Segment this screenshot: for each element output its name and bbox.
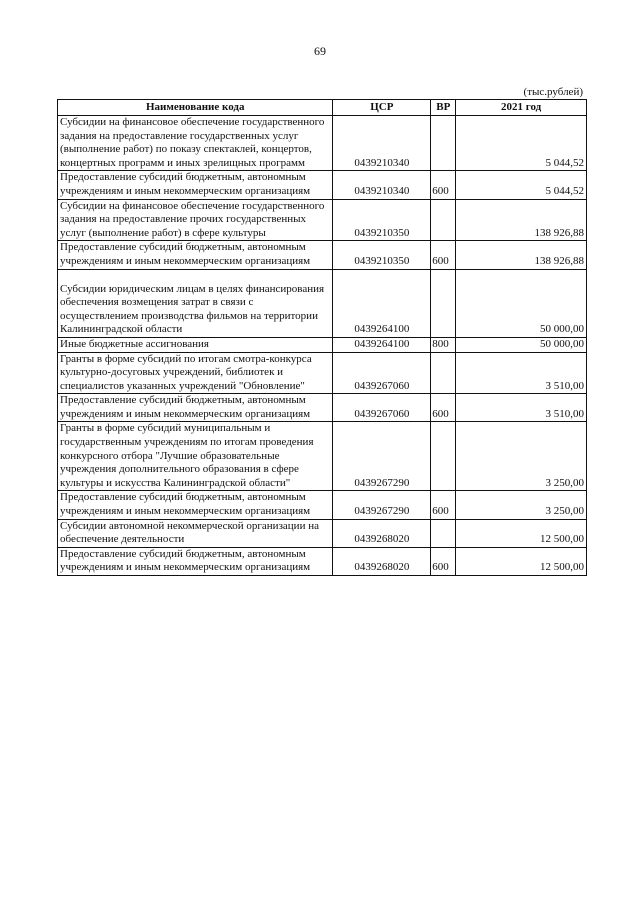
row-name: Субсидии на финансовое обеспечение государственного задания на предоставление государственных услуг (выполнение работ) по показу спектаклей, концертов, концертных программ и иных зрелищных программ	[58, 116, 333, 171]
table-row	[58, 337, 587, 352]
row-csr: 0439264100	[333, 269, 431, 337]
table-row	[58, 352, 587, 394]
row-amount: 50 000,00	[456, 269, 587, 337]
row-vr	[431, 422, 456, 491]
table-row	[58, 116, 587, 171]
page-number: 69	[314, 44, 326, 58]
table-row	[58, 269, 587, 337]
row-vr: 600	[431, 241, 456, 269]
row-amount: 3 510,00	[456, 352, 587, 394]
row-vr: 800	[431, 337, 456, 352]
row-name: Гранты в форме субсидий муниципальным и государственным учреждениям по итогам проведения конкурсного отбора "Лучшие образовательные учреждения дополнительного образования в сфере культуры и искусства Калининградской области"	[58, 422, 333, 491]
row-csr: 0439267060	[333, 352, 431, 394]
row-csr: 0439264100	[333, 337, 431, 352]
table-row	[58, 241, 587, 269]
header-name: Наименование кода	[58, 100, 333, 116]
header-csr: ЦСР	[333, 100, 431, 116]
units-label: (тыс.рублей)	[523, 86, 583, 98]
row-csr: 0439267290	[333, 422, 431, 491]
row-amount: 138 926,88	[456, 241, 587, 269]
table-row	[58, 422, 587, 491]
row-amount: 3 510,00	[456, 394, 587, 422]
table-row	[58, 491, 587, 519]
row-csr: 0439268020	[333, 519, 431, 547]
row-amount: 5 044,52	[456, 116, 587, 171]
row-name: Предоставление субсидий бюджетным, автономным учреждениям и иным некоммерческим организациям	[58, 491, 333, 519]
row-vr	[431, 199, 456, 241]
row-name: Гранты в форме субсидий по итогам смотра-конкурса культурно-досуговых учреждений, библиотек и специалистов указанных учреждений "Обновление"	[58, 352, 333, 394]
table-row	[58, 547, 587, 575]
row-csr: 0439210350	[333, 241, 431, 269]
header-amount: 2021 год	[456, 100, 587, 116]
row-name: Предоставление субсидий бюджетным, автономным учреждениям и иным некоммерческим организациям	[58, 171, 333, 199]
row-vr: 600	[431, 171, 456, 199]
table-header-row	[58, 100, 587, 116]
row-vr	[431, 116, 456, 171]
table-row	[58, 519, 587, 547]
row-vr: 600	[431, 547, 456, 575]
header-vr: ВР	[431, 100, 456, 116]
row-name: Субсидии на финансовое обеспечение государственного задания на предоставление прочих государственных услуг (выполнение работ) в сфере культуры	[58, 199, 333, 241]
row-name: Субсидии автономной некоммерческой организации на обеспечение деятельности	[58, 519, 333, 547]
budget-table	[57, 99, 587, 576]
row-vr	[431, 269, 456, 337]
row-csr: 0439267060	[333, 394, 431, 422]
row-name: Иные бюджетные ассигнования	[58, 337, 333, 352]
row-name: Предоставление субсидий бюджетным, автономным учреждениям и иным некоммерческим организациям	[58, 547, 333, 575]
row-name: Предоставление субсидий бюджетным, автономным учреждениям и иным некоммерческим организациям	[58, 241, 333, 269]
row-csr: 0439210350	[333, 199, 431, 241]
row-amount: 3 250,00	[456, 422, 587, 491]
row-vr: 600	[431, 394, 456, 422]
row-amount: 5 044,52	[456, 171, 587, 199]
row-csr: 0439267290	[333, 491, 431, 519]
row-name: Субсидии юридическим лицам в целях финансирования обеспечения возмещения затрат в связи с осуществлением производства фильмов на территории Калининградской области	[58, 269, 333, 337]
row-name: Предоставление субсидий бюджетным, автономным учреждениям и иным некоммерческим организациям	[58, 394, 333, 422]
table-row	[58, 199, 587, 241]
row-vr	[431, 352, 456, 394]
row-amount: 138 926,88	[456, 199, 587, 241]
row-amount: 12 500,00	[456, 547, 587, 575]
table-row	[58, 394, 587, 422]
row-amount: 12 500,00	[456, 519, 587, 547]
row-csr: 0439210340	[333, 116, 431, 171]
table-row	[58, 171, 587, 199]
row-amount: 50 000,00	[456, 337, 587, 352]
row-csr: 0439210340	[333, 171, 431, 199]
row-vr	[431, 519, 456, 547]
row-csr: 0439268020	[333, 547, 431, 575]
row-amount: 3 250,00	[456, 491, 587, 519]
row-vr: 600	[431, 491, 456, 519]
